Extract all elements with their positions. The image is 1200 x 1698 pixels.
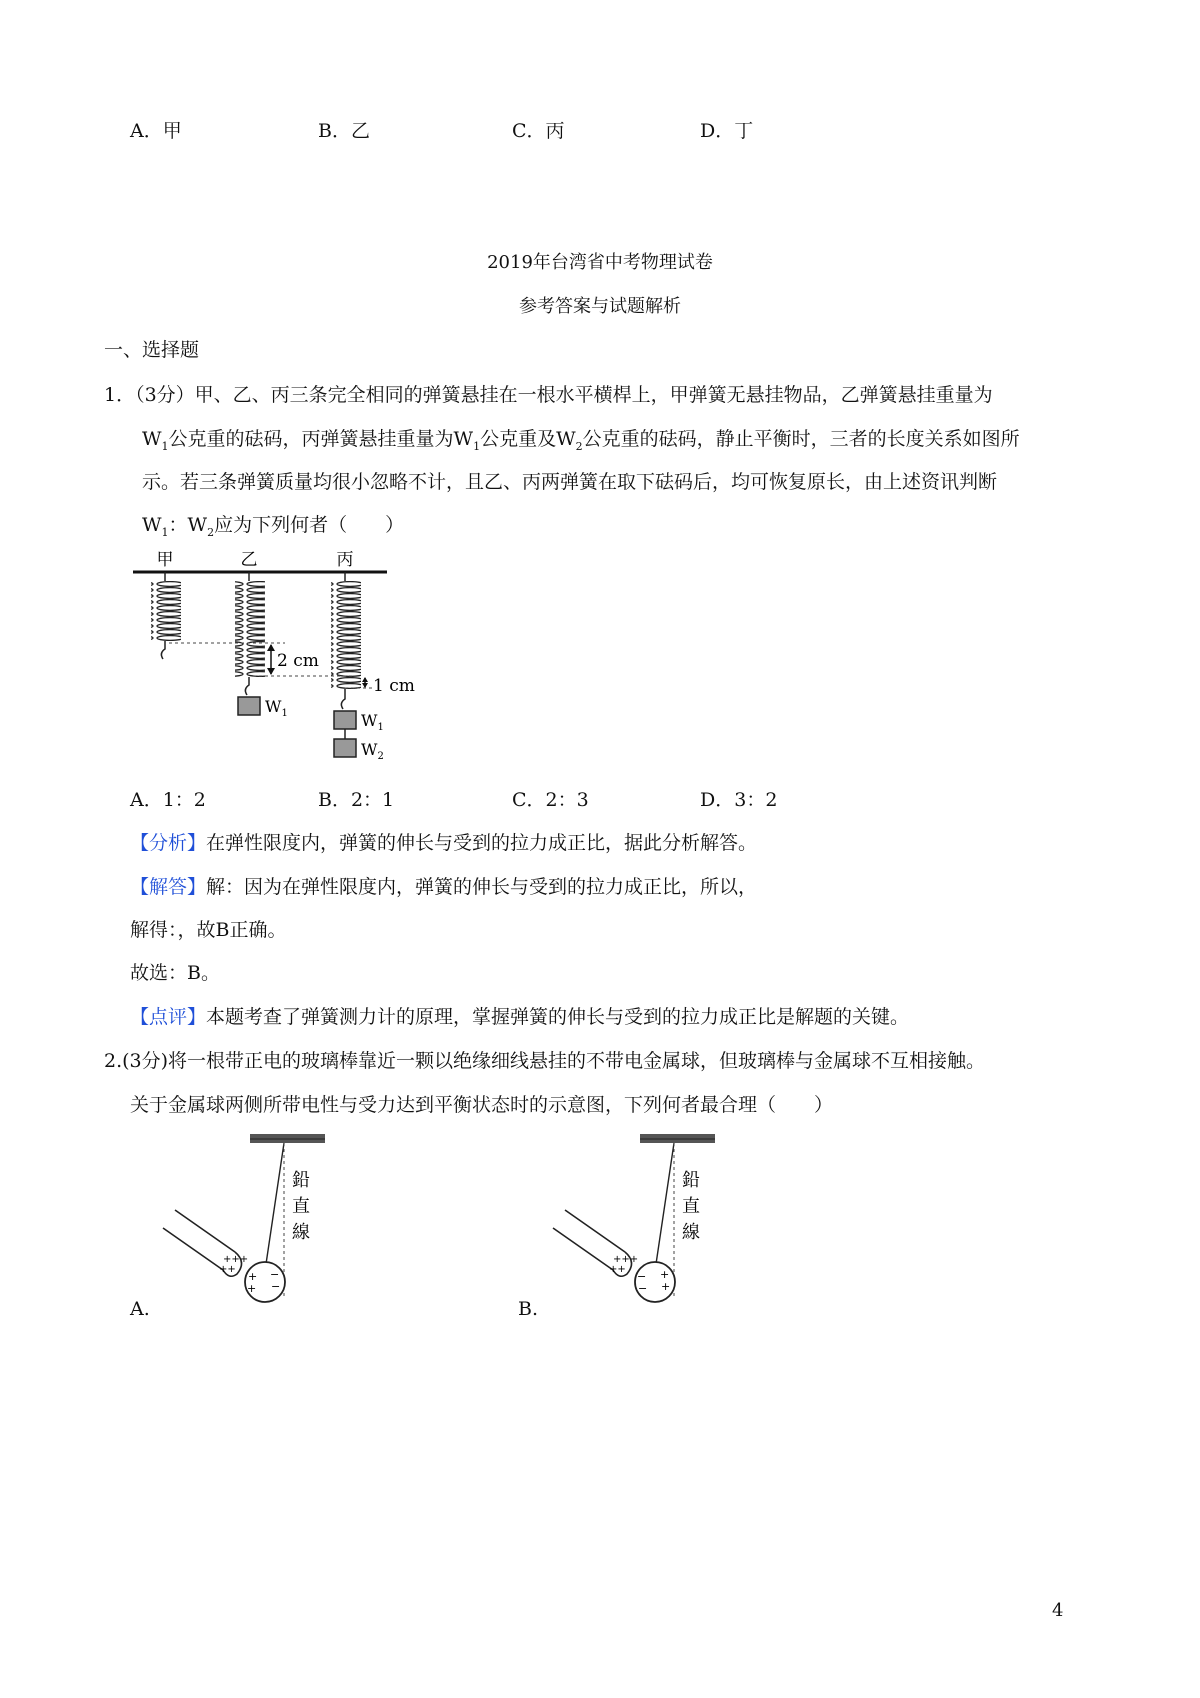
q1-comment: 【点评】本题考查了弹簧测力计的原理，掌握弹簧的伸长与受到的拉力成正比是解题的关键。 <box>130 1006 910 1028</box>
answer-tag: 【解答】 <box>130 876 207 898</box>
q2-option-a: A. <box>130 1298 150 1320</box>
figure-a <box>155 1130 345 1320</box>
q1-choice: 故选：B。 <box>130 962 220 984</box>
svg-text:+: + <box>247 1282 257 1295</box>
svg-text:++: ++ <box>609 1264 626 1275</box>
q1-option-b: B．2：1 <box>318 789 395 811</box>
spring-bing <box>331 581 361 689</box>
q1-answer: 【解答】解：因为在弹性限度内，弹簧的伸长与受到的拉力成正比，所以， <box>130 876 758 898</box>
svg-text:直: 直 <box>292 1196 310 1217</box>
q1-option-d: D．3：2 <box>700 789 778 811</box>
spring-yi <box>235 581 265 677</box>
q1-line2: $W_1$公克重的砝码，丙弹簧悬挂重量为$W_1$公克重及$W_2$公克重的砝码，静止平衡时，三者的长度关系如图所 <box>142 428 1020 453</box>
svg-text:−: − <box>637 1270 647 1283</box>
option-a-top: A．甲 <box>130 120 182 142</box>
q1-line3: 示。若三条弹簧质量均很小忽略不计，且乙、丙两弹簧在取下砝码后，均可恢复原长，由上述资讯判断 <box>142 471 998 493</box>
weight-w1-bing <box>334 711 356 729</box>
svg-text:−: − <box>270 1268 280 1281</box>
weight-w1-yi <box>238 697 260 715</box>
label-jia: 甲 <box>156 550 174 570</box>
svg-text:W1: $W_1$ <box>361 711 384 733</box>
figure-b <box>545 1130 735 1320</box>
section-heading: 一、选择题 <box>104 339 200 361</box>
document-title: 2019年台湾省中考物理试卷 <box>487 252 713 273</box>
svg-text:線: 線 <box>682 1222 700 1243</box>
label-bing: 丙 <box>336 550 354 570</box>
spring-jia <box>151 581 181 641</box>
option-d-top: D．丁 <box>700 120 754 142</box>
svg-text:W2: $W_2$ <box>361 740 384 762</box>
label-yi: 乙 <box>240 550 258 570</box>
svg-text:−: − <box>638 1282 648 1295</box>
svg-text:+++: +++ <box>613 1254 639 1265</box>
q2-line2: 关于金属球两侧所带电性与受力达到平衡状态时的示意图，下列何者最合理（ ） <box>130 1094 834 1116</box>
dimension-2cm: 2 cm <box>277 651 319 671</box>
dimension-1cm: 1 cm <box>373 676 415 696</box>
svg-text:−: − <box>271 1280 281 1293</box>
q1-line1: 1．（3分）甲、乙、丙三条完全相同的弹簧悬挂在一根水平横桿上，甲弹簧无悬挂物品，乙弹簧悬挂重量为 <box>104 384 993 406</box>
q1-option-c: C．2：3 <box>512 789 589 811</box>
q2-line1: 2.(3分)将一根带正电的玻璃棒靠近一颗以绝缘细线悬挂的不带电金属球，但玻璃棒与金属球不互相接触。 <box>104 1050 986 1072</box>
option-b-top: B．乙 <box>318 120 370 142</box>
analysis-tag: 【分析】 <box>130 832 207 854</box>
q2-option-b: B. <box>518 1298 539 1320</box>
q1-line4: $W_1$：$W_2$应为下列何者（ ） <box>142 514 405 539</box>
svg-text:+: + <box>248 1270 258 1283</box>
weight-w2-bing <box>334 739 356 757</box>
svg-text:鉛: 鉛 <box>682 1170 700 1191</box>
svg-text:直: 直 <box>682 1196 700 1217</box>
spring-figure <box>125 545 435 775</box>
comment-tag: 【点评】 <box>130 1006 207 1028</box>
q1-analysis: 【分析】在弹性限度内，弹簧的伸长与受到的拉力成正比，据此分析解答。 <box>130 832 758 854</box>
svg-text:鉛: 鉛 <box>292 1170 310 1191</box>
page-number: 4 <box>1052 1600 1064 1621</box>
svg-text:+++: +++ <box>223 1254 249 1265</box>
q1-solve: 解得：，故B正确。 <box>130 919 287 941</box>
svg-text:+: + <box>661 1280 671 1293</box>
option-c-top: C．丙 <box>512 120 565 142</box>
svg-text:+: + <box>660 1268 670 1281</box>
svg-text:++: ++ <box>219 1264 236 1275</box>
q1-option-a: A．1：2 <box>130 789 206 811</box>
document-subtitle: 参考答案与试题解析 <box>519 296 681 317</box>
svg-text:W1: $W_1$ <box>265 697 288 719</box>
svg-text:線: 線 <box>292 1222 310 1243</box>
